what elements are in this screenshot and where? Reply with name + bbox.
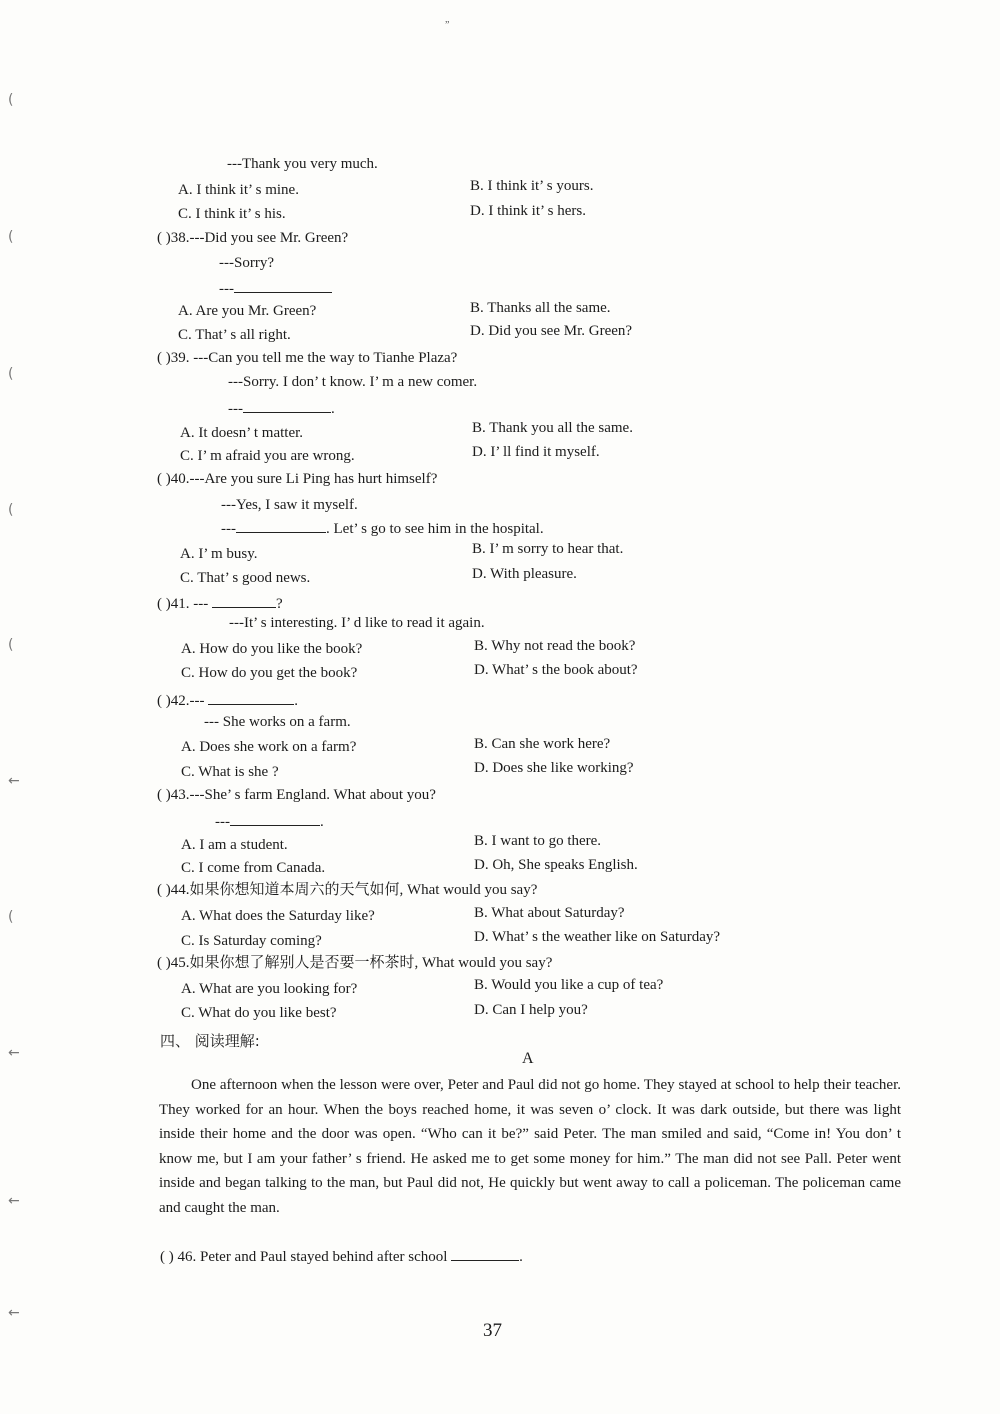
question-43: ( )43.---She’ s farm England. What about you? [157, 787, 436, 803]
option-b: B. I think it’ s yours. [470, 178, 594, 194]
top-mark: ” [445, 20, 450, 31]
passage-label: A [522, 1050, 534, 1067]
dialogue-line: ---It’ s interesting. I’ d like to read it again. [229, 615, 485, 631]
option-c: C. How do you get the book? [181, 665, 358, 681]
option-a: A. I’ m busy. [180, 546, 258, 562]
passage-text: One afternoon when the lesson were over, Peter and Paul did not go home. They stayed at school to help their teacher. They worked for an hour. When the boys reached home, it was seven o’ clock. It was dark outside, but there was light inside their home and the door was open. “Who can it be?” said Peter. The man smiled and said, “Come in! You don’ t know me, but I am your father’ s friend. He asked me to get some money for him.” The man did not see Pall. Peter went inside and began talking to the man, but Paul did not, He quickly but went away to call a policeman. The policeman came and caught the man. [159, 1077, 901, 1216]
margin-mark: ← [8, 1045, 20, 1061]
margin-mark: ( [8, 637, 14, 653]
dialogue-line: ---Sorry? [219, 255, 274, 271]
dialogue-line: --- She works on a farm. [204, 714, 351, 730]
answer-blank-line: --- [219, 278, 332, 298]
option-a: A. It doesn’ t matter. [180, 425, 304, 441]
margin-mark: ← [8, 1193, 20, 1209]
option-d: D. I think it’ s hers. [470, 203, 586, 219]
question-46: ( ) 46. Peter and Paul stayed behind after school . [160, 1246, 523, 1266]
answer-blank-line: --- . [215, 811, 324, 831]
option-b: B. Can she work here? [474, 736, 611, 752]
option-c: C. I come from Canada. [181, 860, 326, 876]
dialogue-line: ---Yes, I saw it myself. [221, 497, 358, 513]
question-45: ( )45.如果你想了解别人是否要一杯茶时, What would you say? [157, 955, 553, 971]
option-a: A. What are you looking for? [181, 981, 358, 997]
option-b: B. Thanks all the same. [470, 300, 611, 316]
option-d: D. Can I help you? [474, 1002, 588, 1018]
answer-blank[interactable] [208, 690, 294, 705]
option-d: D. I’ ll find it myself. [472, 444, 600, 460]
option-c: C. I think it’ s his. [178, 206, 286, 222]
reading-passage [159, 1073, 901, 1220]
option-c: C. Is Saturday coming? [181, 933, 322, 949]
option-a: A. Does she work on a farm? [181, 739, 357, 755]
option-c: C. That’ s all right. [178, 327, 291, 343]
option-d: D. What’ s the book about? [474, 662, 638, 678]
option-c: C. What is she ? [181, 764, 279, 780]
option-a: A. I am a student. [181, 837, 288, 853]
answer-blank[interactable] [236, 518, 326, 533]
question-39: ( )39. ---Can you tell me the way to Tianhe Plaza? [157, 350, 458, 366]
margin-mark: ( [8, 366, 14, 382]
option-a: A. I think it’ s mine. [178, 182, 299, 198]
question-38: ( )38.---Did you see Mr. Green? [157, 230, 349, 246]
question-41: ( )41. --- ? [157, 593, 283, 613]
option-b: B. Would you like a cup of tea? [474, 977, 664, 993]
margin-mark: ( [8, 502, 14, 518]
option-b: B. I’ m sorry to hear that. [472, 541, 624, 557]
option-b: B. I want to go there. [474, 833, 602, 849]
margin-mark: ( [8, 909, 14, 925]
option-b: B. Thank you all the same. [472, 420, 633, 436]
dialogue-line: ---Sorry. I don’ t know. I’ m a new comer. [228, 374, 478, 390]
answer-blank[interactable] [243, 398, 331, 413]
question-42: ( )42.--- . [157, 690, 298, 710]
page-number: 37 [483, 1320, 502, 1341]
margin-mark: ← [8, 773, 20, 789]
option-c: C. What do you like best? [181, 1005, 337, 1021]
margin-mark: ( [8, 92, 14, 108]
answer-blank[interactable] [234, 278, 332, 293]
answer-blank[interactable] [451, 1246, 519, 1261]
option-d: D. Oh, She speaks English. [474, 857, 638, 873]
option-b: B. What about Saturday? [474, 905, 625, 921]
answer-blank-line: --- . Let’ s go to see him in the hospital. [221, 518, 544, 538]
option-c: C. That’ s good news. [180, 570, 311, 586]
margin-mark: ( [8, 229, 14, 245]
option-a: A. What does the Saturday like? [181, 908, 375, 924]
question-40: ( )40.---Are you sure Li Ping has hurt himself? [157, 471, 438, 487]
option-a: A. Are you Mr. Green? [178, 303, 317, 319]
option-c: C. I’ m afraid you are wrong. [180, 448, 355, 464]
margin-mark: ← [8, 1305, 20, 1321]
option-d: D. With pleasure. [472, 566, 577, 582]
option-a: A. How do you like the book? [181, 641, 363, 657]
option-d: D. What’ s the weather like on Saturday? [474, 929, 721, 945]
section-heading: 四、 阅读理解: [160, 1032, 260, 1050]
answer-blank-line: --- . [228, 398, 335, 418]
answer-blank[interactable] [212, 593, 276, 608]
option-d: D. Does she like working? [474, 760, 634, 776]
answer-blank[interactable] [230, 811, 320, 826]
question-44: ( )44.如果你想知道本周六的天气如何, What would you say? [157, 882, 538, 898]
option-d: D. Did you see Mr. Green? [470, 323, 633, 339]
dialogue-line: ---Thank you very much. [227, 156, 378, 172]
option-b: B. Why not read the book? [474, 638, 636, 654]
